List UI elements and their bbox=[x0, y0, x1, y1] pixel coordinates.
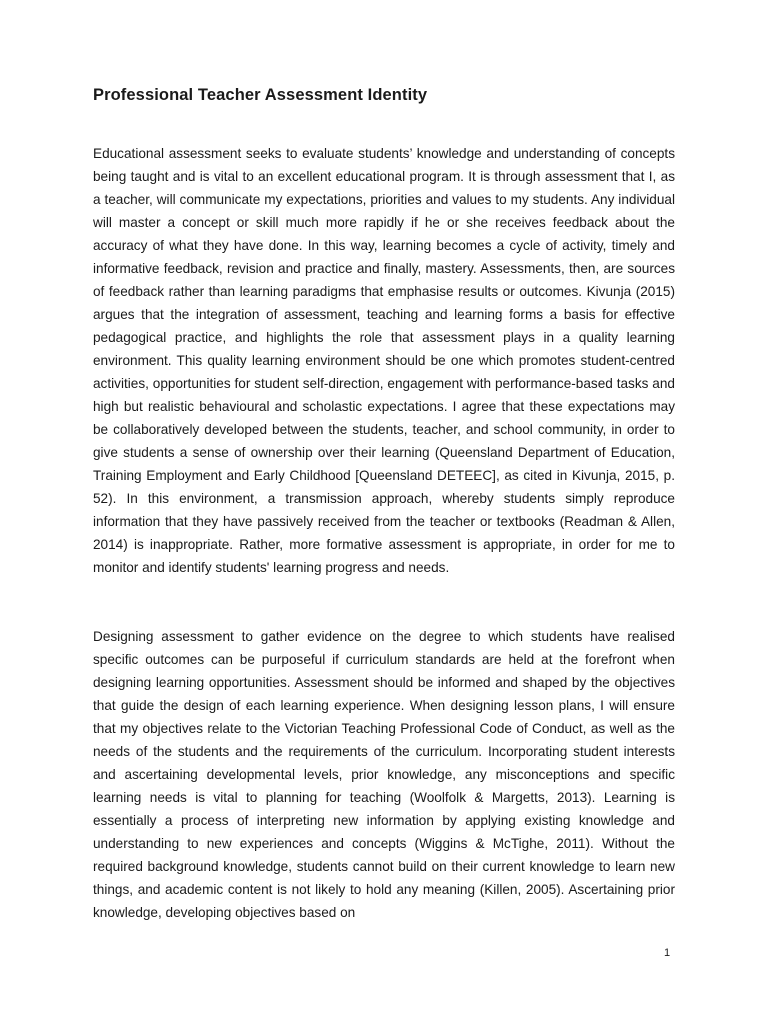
document-title: Professional Teacher Assessment Identity bbox=[93, 86, 428, 104]
body-paragraph-1: Educational assessment seeks to evaluate students’ knowledge and understanding of concepts being taught and is vital to an excellent educational program. It is through assessment that I, as a teacher, will communicate my expectations, priorities and values to my students. Any individual will master a concept or skill much more rapidly if he or she receives feedback about the accuracy of what they have done. In this way, learning becomes a cycle of activity, timely and informative feedback, revision and practice and finally, mastery. Assessments, then, are sources of feedback rather than learning paradigms that emphasise results or outcomes. Kivunja (2015) argues that the integration of assessment, teaching and learning forms a basis for effective pedagogical practice, and highlights the role that assessment plays in a quality learning environment. This quality learning environment should be one which promotes student-centred activities, opportunities for student self-direction, engagement with performance-based tasks and high but realistic behavioural and scholastic expectations. I agree that these expectations may be collaboratively developed between the students, teacher, and school community, in order to give students a sense of ownership over their learning (Queensland Department of Education, Training Employment and Early Childhood [Queensland DETEEC], as cited in Kivunja, 2015, p. 52). In this environment, a transmission approach, whereby students simply reproduce information that they have passively received from the teacher or textbooks (Readman & Allen, 2014) is inappropriate. Rather, more formative assessment is appropriate, in order for me to monitor and identify students' learning progress and needs. bbox=[93, 146, 675, 575]
body-paragraph-2: Designing assessment to gather evidence on the degree to which students have realised specific outcomes can be purposeful if curriculum standards are held at the forefront when designing learning opportunities. Assessment should be informed and shaped by the objectives that guide the design of each learning experience. When designing lesson plans, I will ensure that my objectives relate to the Victorian Teaching Professional Code of Conduct, as well as the needs of the students and the requirements of the curriculum. Incorporating student interests and ascertaining developmental levels, prior knowledge, any misconceptions and specific learning needs is vital to planning for teaching (Woolfolk & Margetts, 2013). Learning is essentially a process of interpreting new information by applying existing knowledge and understanding to new experiences and concepts (Wiggins & McTighe, 2011). Without the required background knowledge, students cannot build on their current knowledge to learn new things, and academic content is not likely to hold any meaning (Killen, 2005). Ascertaining prior knowledge, developing objectives based on bbox=[93, 629, 675, 920]
page-number: 1 bbox=[664, 947, 671, 959]
